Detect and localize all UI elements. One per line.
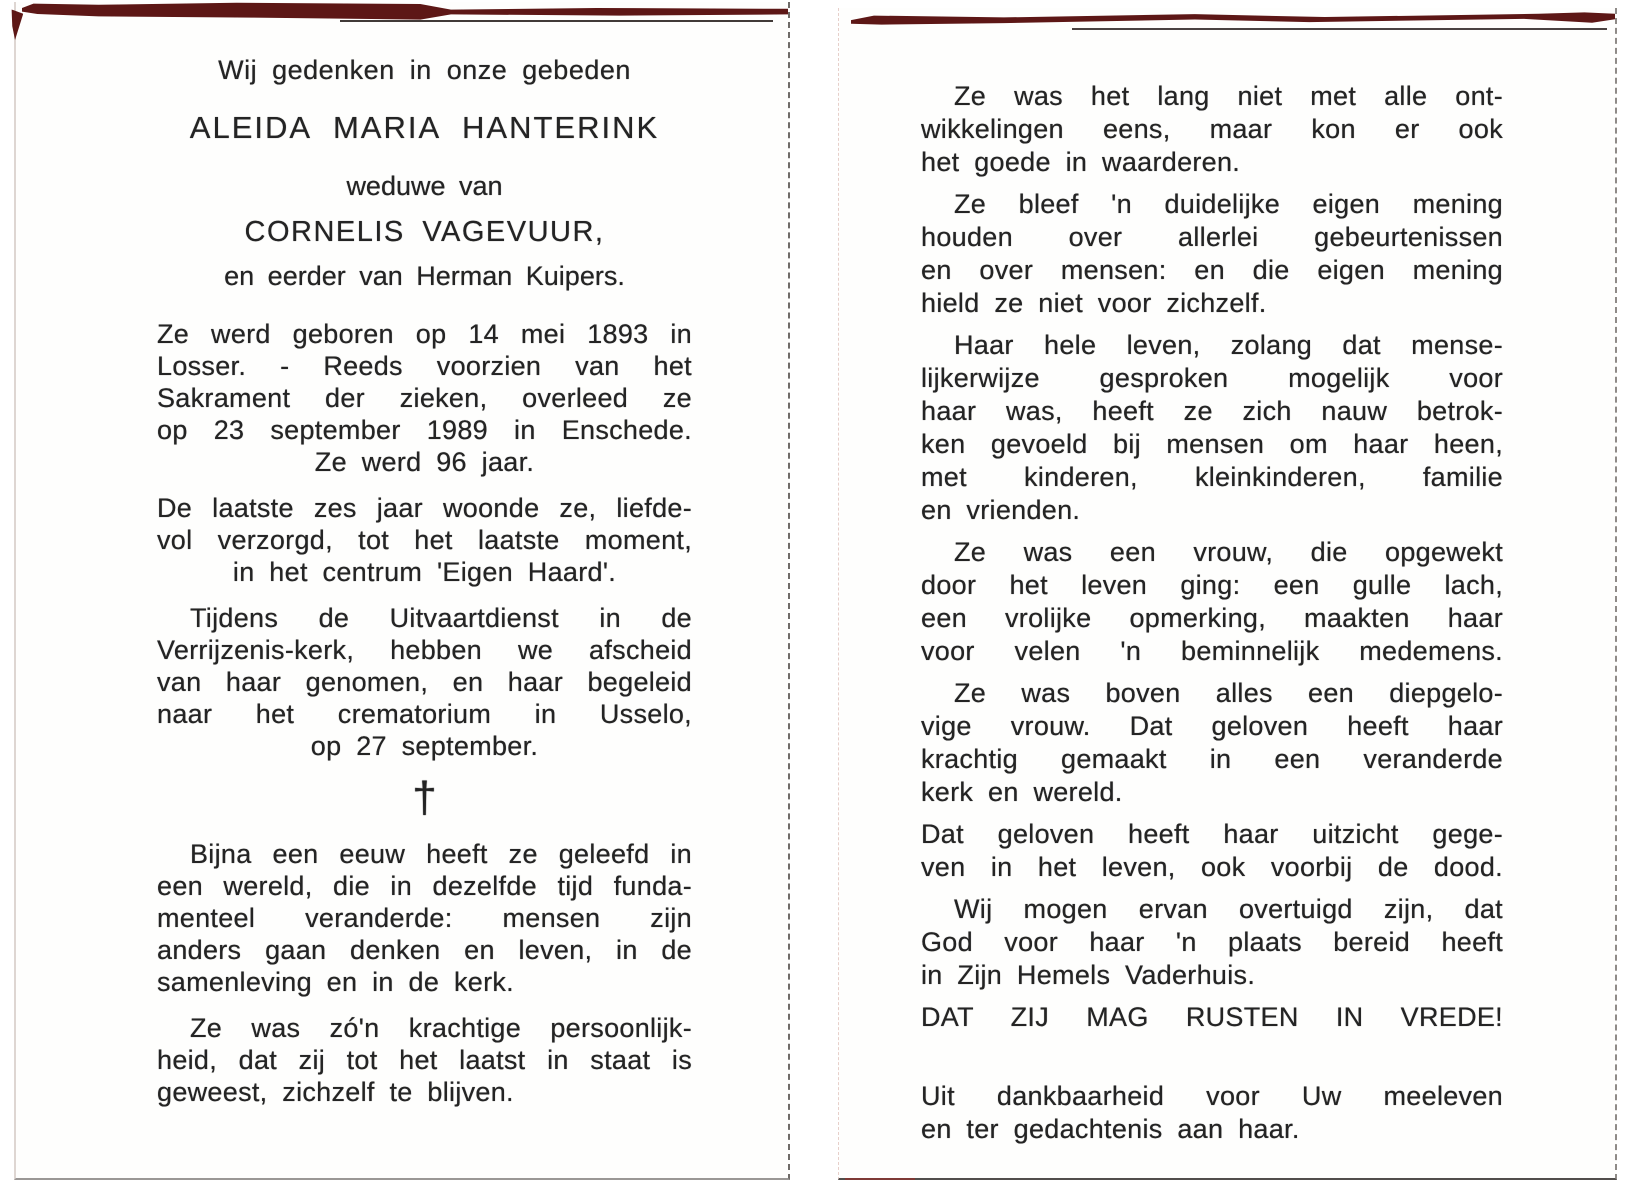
text-line: Ze werd 96 jaar. (314, 447, 535, 477)
paragraph (921, 677, 1503, 809)
text-line: door het leven ging: een gulle lach, (921, 570, 1503, 600)
paragraph (921, 893, 1503, 992)
paragraph (157, 318, 692, 478)
relation-widow-of: weduwe van (346, 171, 503, 201)
text-line: vol verzorgd, tot het laatste moment, (157, 525, 692, 555)
paragraph (157, 838, 692, 998)
text-line: Ze was een vrouw, die opgewekt (954, 537, 1503, 567)
text-line: naar het crematorium in Usselo, (157, 699, 692, 729)
text-line: houden over allerlei gebeurtenissen (921, 222, 1503, 252)
relation-earlier-spouse: en eerder van Herman Kuipers. (224, 261, 625, 291)
text-line: ven in het leven, ook voorbij de dood. (921, 852, 1503, 882)
text-line: in het centrum 'Eigen Haard'. (232, 557, 617, 587)
text-line: Uit dankbaarheid voor Uw meeleven (921, 1081, 1503, 1111)
paragraph (921, 818, 1503, 884)
right-page-content (921, 80, 1503, 1155)
paragraph (921, 329, 1503, 527)
card-right-page (838, 8, 1617, 1180)
text-line: op 27 september. (310, 731, 539, 761)
text-line: wikkelingen eens, maar kon er ook (921, 114, 1503, 144)
text-line: hield ze niet voor zichzelf. (921, 288, 1267, 318)
right-page-paragraphs (921, 80, 1503, 1146)
paragraph (157, 492, 692, 588)
deceased-name: ALEIDA MARIA HANTERINK (189, 110, 660, 145)
intro-line: Wij gedenken in onze gebeden (218, 55, 631, 85)
paragraph (921, 536, 1503, 668)
paragraph (921, 188, 1503, 320)
paragraph (157, 1012, 692, 1108)
text-line: en vrienden. (921, 495, 1081, 525)
text-line: Ze was het lang niet met alle ont- (954, 81, 1503, 111)
text-line: lijkerwijze gesproken mogelijk voor (921, 363, 1503, 393)
text-line: Losser. - Reeds voorzien van het (157, 351, 692, 381)
text-line: Haar hele leven, zolang dat mense- (954, 330, 1503, 360)
text-line: Ze werd geboren op 14 mei 1893 in (157, 319, 692, 349)
text-line: Tijdens de Uitvaartdienst in de (190, 603, 692, 633)
text-line: God voor haar 'n plaats bereid heeft (921, 927, 1503, 957)
scan-top-edge-right-underline (1072, 28, 1607, 30)
text-line: en ter gedachtenis aan haar. (921, 1114, 1300, 1144)
spouse-name: CORNELIS VAGEVUUR, (244, 216, 605, 248)
text-line: ken gevoeld bij mensen om haar heen, (921, 429, 1503, 459)
paragraph (921, 1001, 1503, 1034)
text-line: in Zijn Hemels Vaderhuis. (921, 960, 1256, 990)
scan-bottom-mark (845, 1178, 915, 1180)
text-line: op 23 september 1989 in Enschede. (157, 415, 692, 445)
card-left-page (14, 2, 790, 1180)
text-line: DAT ZIJ MAG RUSTEN IN VREDE! (921, 1002, 1503, 1032)
text-line: heid, dat zij tot het laatst in staat is (157, 1045, 692, 1075)
text-line: van haar genomen, en haar begeleid (157, 667, 692, 697)
text-line: Ze bleef 'n duidelijke eigen mening (954, 189, 1503, 219)
text-line: een wereld, die in dezelfde tijd funda- (157, 871, 692, 901)
text-line: De laatste zes jaar woonde ze, liefde- (157, 493, 692, 523)
corner-tick (8, 9, 23, 40)
text-line: Bijna een eeuw heeft ze geleefd in (190, 839, 692, 869)
text-line: voor velen 'n beminnelijk medemens. (921, 636, 1503, 666)
text-line: Ze was zó'n krachtige persoonlijk- (190, 1013, 692, 1043)
text-line: haar was, heeft ze zich nauw betrok- (921, 396, 1503, 426)
text-line: en over mensen: en die eigen mening (921, 255, 1503, 285)
paragraph (921, 1080, 1503, 1146)
text-line: krachtig gemaakt in een veranderde (921, 744, 1503, 774)
text-line: met kinderen, kleinkinderen, familie (921, 462, 1503, 492)
text-line: het goede in waarderen. (921, 147, 1241, 177)
text-line: Ze was boven alles een diepgelo- (954, 678, 1503, 708)
scan-top-edge-left-underline (340, 20, 772, 22)
text-line: vige vrouw. Dat geloven heeft haar (921, 711, 1503, 741)
left-page-paragraphs (157, 318, 692, 1108)
paragraph (921, 80, 1503, 179)
text-line: Dat geloven heeft haar uitzicht gege- (921, 819, 1503, 849)
text-line: menteel veranderde: mensen zijn (157, 903, 692, 933)
text-line: geweest, zichzelf te blijven. (157, 1077, 514, 1107)
cross-icon: † (412, 773, 437, 822)
left-page-content (157, 54, 692, 1122)
text-line: anders gaan denken en leven, in de (157, 935, 692, 965)
text-line: samenleving en in de kerk. (157, 967, 514, 997)
text-line: Wij mogen ervan overtuigd zijn, dat (954, 894, 1503, 924)
text-line: Sakrament der zieken, overleed ze (157, 383, 692, 413)
text-line: kerk en wereld. (921, 777, 1123, 807)
paragraph (157, 602, 692, 762)
scan-top-edge-left (22, 2, 788, 22)
text-line: Verrijzenis-kerk, hebben we afscheid (157, 635, 692, 665)
text-line: een vrolijke opmerking, maakten haar (921, 603, 1503, 633)
